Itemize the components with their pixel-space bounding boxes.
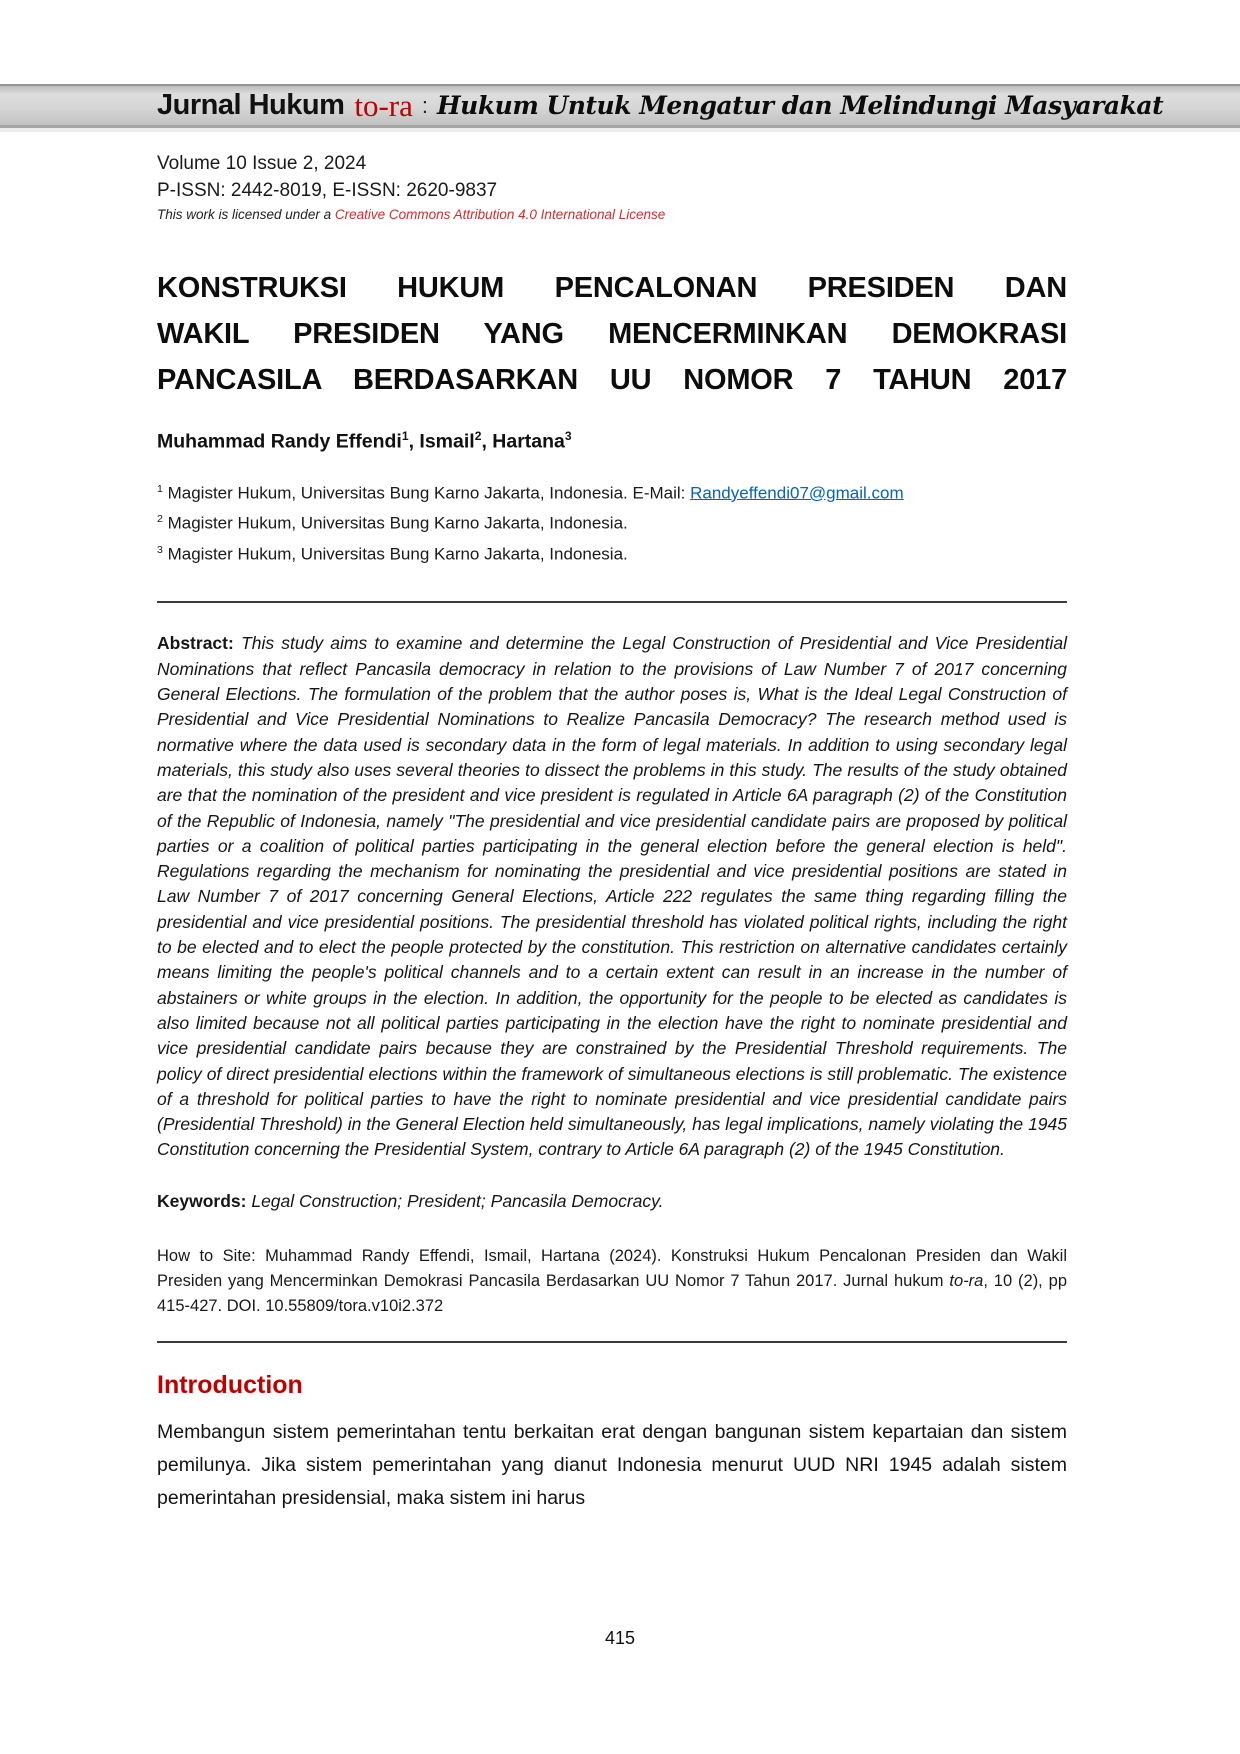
affiliation-line [157,537,1067,568]
journal-title-separator: : [421,92,429,118]
divider-rule-bottom [157,1341,1067,1343]
journal-header-inner [0,86,1240,125]
license-link[interactable]: Creative Commons Attribution 4.0 International License [334,207,666,222]
introduction-paragraph: Membangun sistem pemerintahan tentu berkaitan erat dengan bangunan sistem kepartaian dan sistem pemilunya. Jika sistem pemerintahan yang dianut Indonesia menurut UUD NRI 1945 adalah sistem pemerintahan presidensial, maka sistem ini harus [157,1420,1067,1509]
volume-issue-line: Volume 10 Issue 2, 2024 [157,153,367,174]
divider-rule-top [157,601,1067,603]
citation-suffix: , 10 (2), pp 415-427. DOI. 10.55809/tora.v10i2.372 [157,1271,1067,1315]
abstract-paragraph [157,631,1067,1162]
author-separator: , [481,430,493,453]
issn-line: P-ISSN: 2442-8019, E-ISSN: 2620-9837 [157,180,498,201]
affiliation-marker: 1 [157,482,163,495]
article-title-line: WAKIL PRESIDEN YANG MENCERMINKAN DEMOKRASI [157,318,1067,350]
section-heading-introduction: Introduction [157,1370,303,1399]
keywords-line [157,1189,1067,1214]
keywords-label: Keywords: [157,1190,247,1211]
authors-line [157,423,1067,456]
page-number: 415 [604,1628,636,1648]
author-name: Hartana [492,430,565,453]
citation-prefix: How to Site: Muhammad Randy Effendi, Ismail, Hartana (2024). Konstruksi Hukum Pencalonan Presiden dan Wakil Presiden yang Mencerminkan Demokrasi Pancasila Berdasarkan UU Nomor 7 Tahun 2017. Jurnal hukum [157,1246,1067,1290]
article-title-line: PANCASILA BERDASARKAN UU NOMOR 7 TAHUN 2017 [157,364,1067,396]
author-name: Muhammad Randy Effendi [157,430,402,453]
article-title-line: KONSTRUKSI HUKUM PENCALONAN PRESIDEN DAN [157,272,1067,304]
author-affil-marker: 1 [401,429,409,443]
affiliation-line [157,476,1067,507]
citation-journal-accent: to-ra [949,1271,984,1290]
journal-name: Jurnal Hukum [157,89,345,121]
journal-name-accent: to-ra [354,87,413,123]
affiliation-marker: 3 [157,543,163,556]
affiliation-text: Magister Hukum, Universitas Bung Karno Jakarta, Indonesia. E-Mail: [167,483,686,503]
author-email-link[interactable]: Randyeffendi07@gmail.com [690,483,904,503]
affiliation-line [157,506,1067,537]
author-name: Ismail [419,430,475,453]
affiliations-block [157,476,1067,568]
keywords-text: Legal Construction; President; Pancasila Democracy. [251,1190,664,1211]
article-title [157,265,1067,403]
affiliation-marker: 2 [157,513,163,526]
license-prefix: This work is licensed under a [157,207,332,222]
author-separator: , [408,430,420,453]
issue-meta [157,150,1067,225]
license-line [157,204,1067,225]
author-affil-marker: 2 [474,429,482,443]
affiliation-text: Magister Hukum, Universitas Bung Karno Jakarta, Indonesia. [167,513,628,533]
how-to-cite [157,1244,1067,1319]
author-affil-marker: 3 [564,429,572,443]
journal-tagline: Hukum Untuk Mengatur dan Melindungi Masyarakat [437,91,1164,120]
article-content [157,126,1067,1515]
affiliation-text: Magister Hukum, Universitas Bung Karno Jakarta, Indonesia. [167,544,628,564]
abstract-text: This study aims to examine and determine the Legal Construction of Presidential and Vice Presidential Nominations that reflect Pancasila democracy in relation to the provisions of Law Number 7 of 2017 concerning General Elections. The formulation of the problem that the author poses is, What is the Ideal Legal Construction of Presidential and Vice Presidential Nominations to Realize Pancasila Democracy? The research method used is normative where the data used is secondary data in the form of legal materials. In addition to using secondary legal materials, this study also uses several theories to dissect the problems in this study. The results of the study obtained are that the nomination of the president and vice president is regulated in Article 6A paragraph (2) of the Constitution of the Republic of Indonesia, namely "The presidential and vice presidential candidate pairs are proposed by political parties or a coalition of political parties participating in the general election before the general election is held". Regulations regarding the mechanism for nominating the presidential and vice presidential positions are stated in Law Number 7 of 2017 concerning General Elections, Article 222 regulates the same thing regarding filling the presidential and vice presidential positions. The presidential threshold has violated political rights, including the right to be elected and to elect the people protected by the constitution. This restriction on alternative candidates certainly means limiting the people's political channels and to a certain extent can result in an increase in the number of abstainers or white groups in the election. In addition, the opportunity for the people to be elected as candidates is also limited because not all political parties participating in the election have the right to nominate presidential and vice presidential candidate pairs because they are constrained by the Presidential Threshold requirements. The policy of direct presidential elections within the framework of simultaneous elections is still problematic. The existence of a threshold for political parties to have the right to nominate presidential and vice presidential candidate pairs (Presidential Threshold) in the General Election held simultaneously, has legal implications, namely violating the 1945 Constitution concerning the Presidential System, contrary to Article 6A paragraph (2) of the 1945 Constitution. [157,633,1067,1160]
journal-header-bar [0,84,1240,128]
abstract-label: Abstract: [157,633,234,654]
